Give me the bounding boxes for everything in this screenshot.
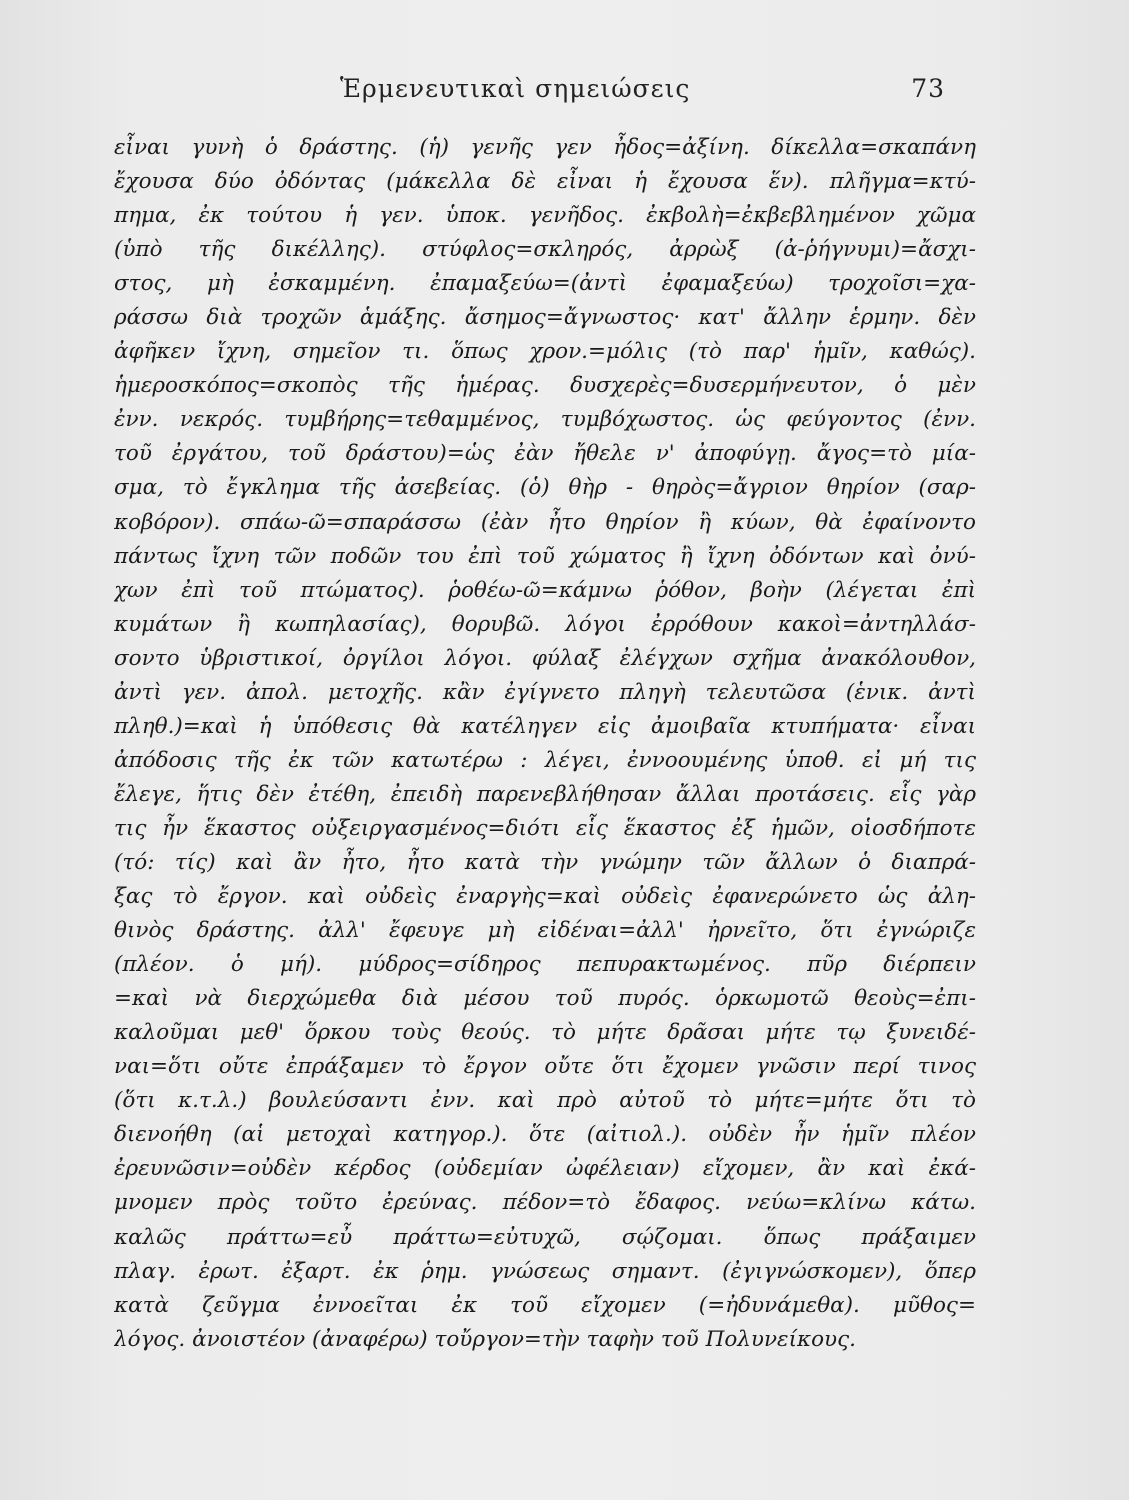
- text-line: (ὅτι κ.τ.λ.) βουλεύσαντι ἐνν. καὶ πρὸ αὐτοῦ τὸ μήτε=μήτε ὅτι τὸ: [114, 1088, 976, 1114]
- running-header: [340, 74, 970, 114]
- text-line: σοντο ὑβριστικοί, ὀργίλοι λόγοι. φύλαξ ἐλέγχων σχῆμα ἀνακόλουθον,: [114, 645, 976, 671]
- text-line: καλοῦμαι μεθ' ὅρκου τοὺς θεούς. τὸ μήτε δρᾶσαι μήτε τῳ ξυνειδέ-: [114, 1020, 976, 1046]
- text-line: ἀντὶ γεν. ἀπολ. μετοχῆς. κἂν ἐγίγνετο πληγὴ τελευτῶσα (ἑνικ. ἀντὶ: [114, 679, 976, 705]
- text-line: μνομεν πρὸς τοῦτο ἐρεύνας. πέδον=τὸ ἔδαφος. νεύω=κλίνω κάτω.: [114, 1190, 976, 1216]
- text-line: (πλέον. ὁ μή). μύδρος=σίδηρος πεπυρακτωμένος. πῦρ διέρπειν: [114, 952, 976, 978]
- text-line: ἐνν. νεκρός. τυμβήρης=τεθαμμένος, τυμβόχωστος. ὡς φεύγοντος (ἐνν.: [114, 407, 976, 433]
- text-line: ναι=ὅτι οὔτε ἐπράξαμεν τὸ ἔργον οὔτε ὅτι ἔχομεν γνῶσιν περί τινος: [114, 1054, 976, 1080]
- text-line: ἀπόδοσις τῆς ἐκ τῶν κατωτέρω : λέγει, ἐννοουμένης ὑποθ. εἰ μή τις: [114, 747, 976, 773]
- text-line: χων ἐπὶ τοῦ πτώματος). ῥοθέω-ῶ=κάμνω ῥόθον, βοὴν (λέγεται ἐπὶ: [114, 577, 976, 603]
- text-line: στος, μὴ ἐσκαμμένη. ἐπαμαξεύω=(ἀντὶ ἐφαμαξεύω) τροχοῖσι=χα-: [114, 271, 976, 297]
- text-line: ξας τὸ ἔργον. καὶ οὐδεὶς ἐναργὴς=καὶ οὐδεὶς ἐφανερώνετο ὡς ἀλη-: [114, 884, 976, 910]
- commentary-text: [114, 131, 976, 1357]
- text-line: ἔχουσα δύο ὀδόντας (μάκελλα δὲ εἶναι ἡ ἔχουσα ἕν). πλῆγμα=κτύ-: [114, 169, 976, 195]
- text-line: λόγος. ἀνοιστέον (ἀναφέρω) τοὔργον=τὴν ταφὴν τοῦ Πολυνείκους.: [114, 1326, 856, 1352]
- text-line: σμα, τὸ ἔγκλημα τῆς ἀσεβείας. (ὁ) θὴρ - θηρὸς=ἄγριον θηρίον (σαρ-: [114, 475, 976, 501]
- text-line: πάντως ἴχνη τῶν ποδῶν του ἐπὶ τοῦ χώματος ἢ ἴχνη ὀδόντων καὶ ὀνύ-: [114, 543, 976, 569]
- text-line: (τό: τίς) καὶ ἂν ἦτο, ἦτο κατὰ τὴν γνώμην τῶν ἄλλων ὁ διαπρά-: [114, 849, 976, 875]
- text-line: εἶναι γυνὴ ὁ δράστης. (ἡ) γενῆς γεν ἦδος=ἀξίνη. δίκελλα=σκαπάνη: [114, 135, 976, 160]
- running-title: Ἑρμενευτικαὶ σημειώσεις: [340, 74, 691, 103]
- text-line: τις ἦν ἕκαστος οὐξειργασμένος=διότι εἷς ἕκαστος ἐξ ἡμῶν, οἱοσδήποτε: [114, 815, 976, 841]
- text-line: =καὶ νὰ διερχώμεθα διὰ μέσου τοῦ πυρός. ὁρκωμοτῶ θεοὺς=ἐπι-: [114, 986, 976, 1012]
- text-line: ἔλεγε, ἥτις δὲν ἐτέθη, ἐπειδὴ παρενεβλήθησαν ἄλλαι προτάσεις. εἷς γὰρ: [114, 781, 976, 807]
- text-line: πημα, ἐκ τούτου ἡ γεν. ὑποκ. γενῆδος. ἐκβολὴ=ἐκβεβλημένον χῶμα: [114, 203, 976, 229]
- text-line: ἐρευνῶσιν=οὐδὲν κέρδος (οὐδεμίαν ὠφέλειαν) εἴχομεν, ἂν καὶ ἐκά-: [114, 1156, 976, 1182]
- text-line: διενοήθη (αἱ μετοχαὶ κατηγορ.). ὅτε (αἰτιολ.). οὐδὲν ἦν ἡμῖν πλέον: [114, 1122, 976, 1148]
- text-line: πλαγ. ἐρωτ. ἐξαρτ. ἐκ ῥημ. γνώσεως σημαντ. (ἐγιγνώσκομεν), ὅπερ: [114, 1258, 976, 1284]
- text-line: θινὸς δράστης. ἀλλ' ἔφευγε μὴ εἰδέναι=ἀλλ' ἠρνεῖτο, ὅτι ἐγνώριζε: [114, 918, 976, 944]
- text-line: ράσσω διὰ τροχῶν ἁμάξης. ἄσημος=ἄγνωστος· κατ' ἄλλην ἑρμην. δὲν: [114, 305, 976, 331]
- text-line: πληθ.)=καὶ ἡ ὑπόθεσις θὰ κατέληγεν εἰς ἀμοιβαῖα κτυπήματα· εἶναι: [114, 713, 976, 739]
- text-line: ἡμεροσκόπος=σκοπὸς τῆς ἡμέρας. δυσχερὲς=δυσερμήνευτον, ὁ μὲν: [114, 373, 976, 399]
- text-line: τοῦ ἐργάτου, τοῦ δράστου)=ὡς ἐὰν ἤθελε ν' ἀποφύγῃ. ἄγος=τὸ μία-: [114, 441, 976, 467]
- text-line: κατὰ ζεῦγμα ἐννοεῖται ἐκ τοῦ εἴχομεν (=ἠδυνάμεθα). μῦθος=: [114, 1292, 976, 1318]
- page-number: 73: [911, 74, 945, 103]
- text-line: κοβόρον). σπάω-ῶ=σπαράσσω (ἐὰν ἦτο θηρίον ἢ κύων, θὰ ἐφαίνοντο: [114, 509, 976, 535]
- text-line: κυμάτων ἢ κωπηλασίας), θορυβῶ. λόγοι ἐρρόθουν κακοὶ=ἀντηλλάσ-: [114, 611, 976, 637]
- text-line: ἀφῆκεν ἴχνη, σημεῖον τι. ὅπως χρον.=μόλις (τὸ παρ' ἡμῖν, καθώς).: [114, 339, 976, 365]
- text-line: (ὑπὸ τῆς δικέλλης). στύφλος=σκληρός, ἀρρὼξ (ἀ-ῥήγνυμι)=ἄσχι-: [114, 237, 976, 263]
- text-line: καλῶς πράττω=εὖ πράττω=εὐτυχῶ, σῴζομαι. ὅπως πράξαιμεν: [114, 1224, 976, 1250]
